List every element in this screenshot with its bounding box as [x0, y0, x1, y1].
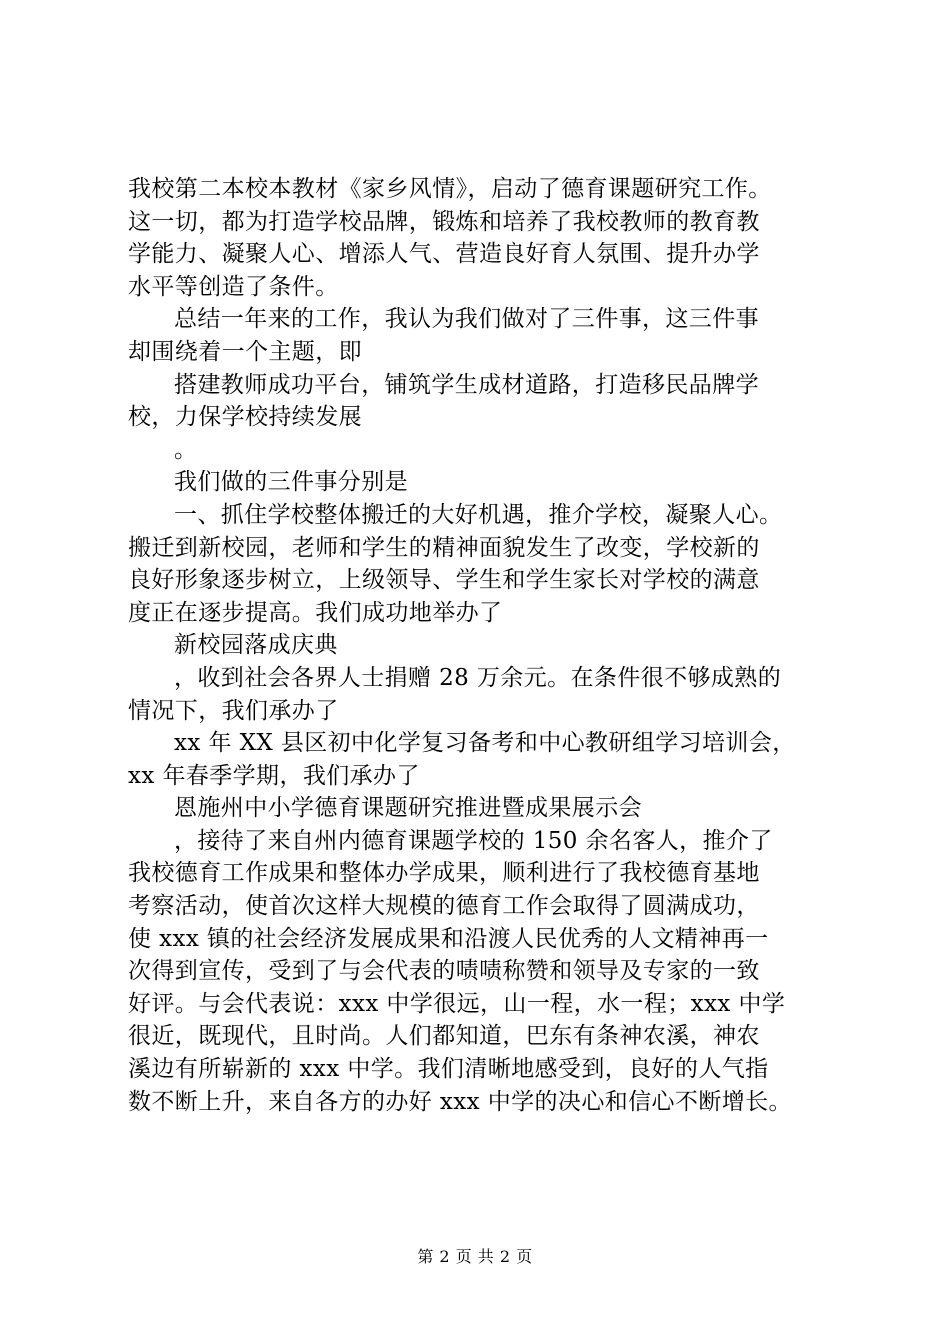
text-line: 恩施州中小学德育课题研究推进暨成果展示会 — [174, 795, 642, 822]
text-line: 使 xxx 镇的社会经济发展成果和沿渡人民优秀的人文精神再一 — [128, 925, 769, 952]
text-line: 情况下，我们承办了 — [128, 697, 339, 724]
text-line: 溪边有所崭新的 xxx 中学。我们清晰地感受到，良好的人气指 — [128, 1056, 769, 1083]
text-line: 学能力、凝聚人心、增添人气、营造良好育人氛围、提升办学 — [128, 241, 760, 268]
text-line: 新校园落成庆典 — [174, 632, 338, 659]
text-line: 这一切，都为打造学校品牌，锻炼和培养了我校教师的教育教 — [128, 208, 760, 235]
text-line: xx 年春季学期，我们承办了 — [128, 762, 420, 789]
text-line: 好评。与会代表说：xxx 中学很远，山一程，水一程；xxx 中学 — [128, 990, 786, 1017]
text-line: 数不断上升，来自各方的办好 xxx 中学的决心和信心不断增长。 — [128, 1088, 792, 1115]
text-line: 我们做的三件事分别是 — [174, 469, 408, 496]
text-line: 水平等创造了条件。 — [128, 273, 339, 300]
text-line: 度正在逐步提高。我们成功地举办了 — [128, 599, 503, 626]
text-line: 良好形象逐步树立，上级领导、学生和学生家长对学校的满意 — [128, 567, 760, 594]
text-line: 搭建教师成功平台，铺筑学生成材道路，打造移民品牌学 — [174, 371, 759, 398]
text-line: 校，力保学校持续发展 — [128, 404, 362, 431]
text-line: ，收到社会各界人士捐赠 28 万余元。在条件很不够成熟的 — [174, 664, 782, 691]
text-line: ，接待了来自州内德育课题学校的 150 余名客人，推介了 — [174, 827, 773, 854]
text-line: 搬迁到新校园，老师和学生的精神面貌发生了改变，学校新的 — [128, 534, 760, 561]
text-line: xx 年 XX 县区初中化学复习备考和中心教研组学习培训会， — [174, 730, 796, 757]
text-line: 我校德育工作成果和整体办学成果，顺利进行了我校德育基地 — [128, 860, 760, 887]
text-line: 我校第二本校本教材《家乡风情》，启动了德育课题研究工作。 — [128, 176, 772, 202]
text-line: 。 — [174, 436, 198, 463]
text-line: 一、抓住学校整体搬迁的大好机遇，推介学校，凝聚人心。 — [174, 501, 783, 528]
text-line: 考察活动，使首次这样大规模的德育工作会取得了圆满成功， — [128, 893, 760, 920]
page-number-footer: 第 2 页 共 2 页 — [417, 1247, 533, 1266]
text-line: 次得到宣传，受到了与会代表的啧啧称赞和领导及专家的一致 — [128, 958, 760, 985]
text-line: 却围绕着一个主题，即 — [128, 338, 362, 365]
text-line: 很近，既现代，且时尚。人们都知道，巴东有条神农溪，神农 — [128, 1023, 760, 1050]
text-line: 总结一年来的工作，我认为我们做对了三件事，这三件事 — [174, 306, 759, 333]
document-body — [128, 173, 828, 1118]
